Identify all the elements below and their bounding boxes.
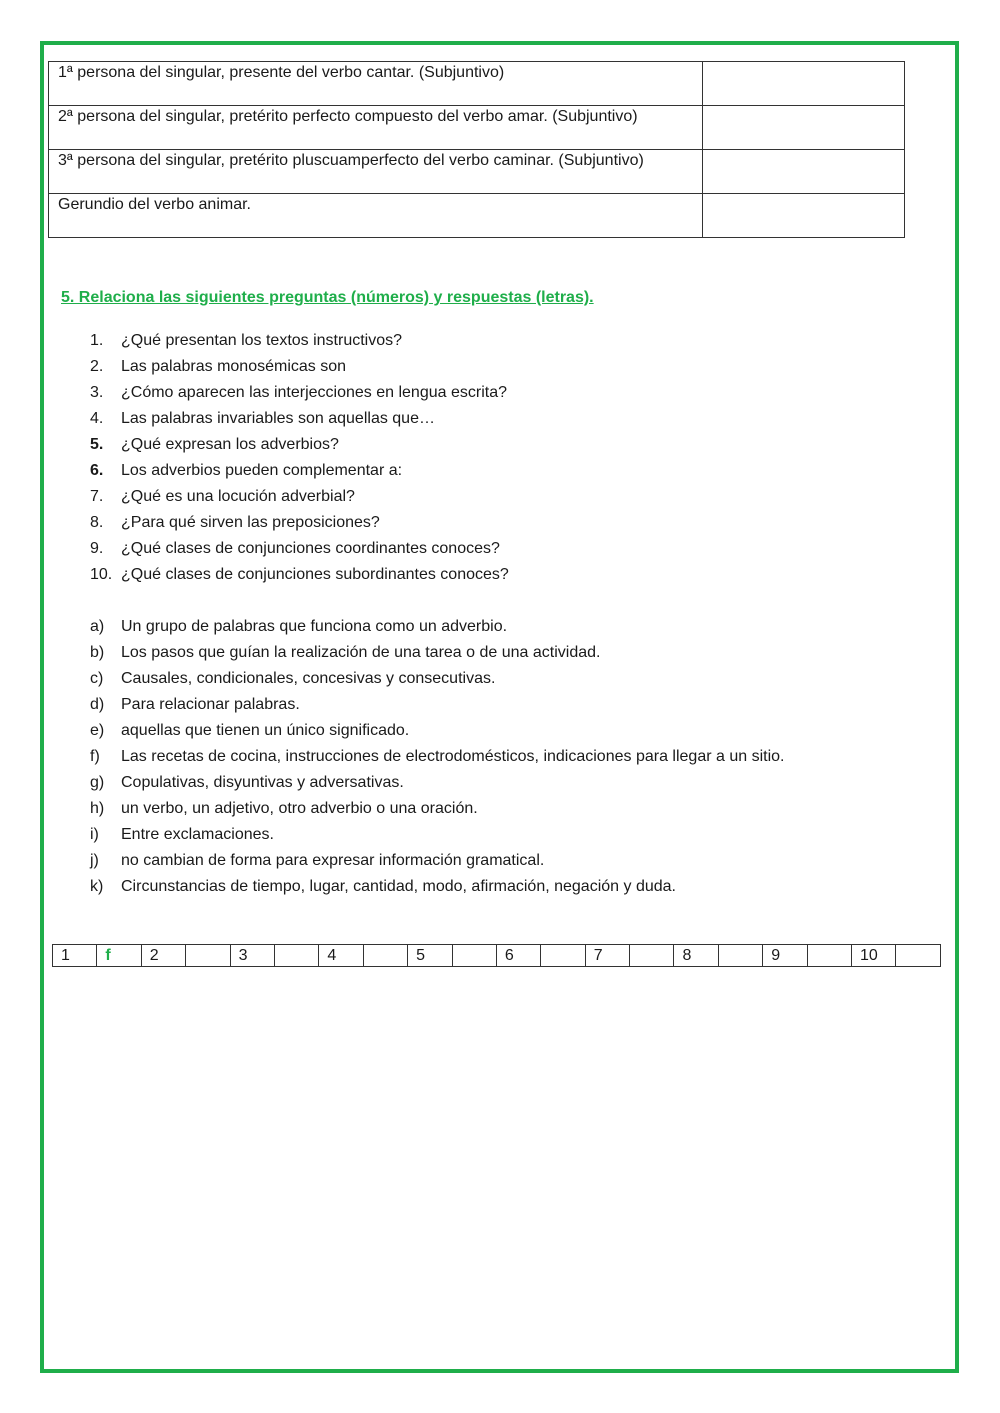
match-answer-cell[interactable]	[541, 945, 585, 967]
answer-text: Circunstancias de tiempo, lugar, cantidad, modo, afirmación, negación y duda.	[121, 878, 676, 895]
answer-text: no cambian de forma para expresar información gramatical.	[121, 852, 545, 869]
answer-letter: b)	[90, 644, 105, 661]
match-answer-cell[interactable]: f	[97, 945, 141, 967]
question-text: ¿Qué expresan los adverbios?	[121, 436, 339, 453]
answer-text: un verbo, un adjetivo, otro adverbio o una oración.	[121, 800, 478, 817]
section-title: 5. Relaciona las siguientes preguntas (números) y respuestas (letras).	[61, 289, 594, 306]
matching-grid	[52, 944, 941, 967]
table-row	[49, 106, 905, 150]
question-number: 10.	[90, 566, 113, 583]
match-number: 4	[319, 945, 363, 967]
answer-letter: k)	[90, 878, 104, 895]
answer-letter: c)	[90, 670, 104, 687]
question-number: 8.	[90, 514, 104, 531]
question-number: 5.	[90, 436, 104, 453]
question-number: 2.	[90, 358, 104, 375]
match-number: 3	[230, 945, 274, 967]
answer-letter: i)	[90, 826, 99, 843]
match-answer-cell[interactable]	[807, 945, 851, 967]
answer-letter: e)	[90, 722, 105, 739]
question-text: ¿Para qué sirven las preposiciones?	[121, 514, 380, 531]
conjugation-table	[48, 61, 905, 238]
conjugation-prompt: 2ª persona del singular, pretérito perfecto compuesto del verbo amar. (Subjuntivo)	[49, 106, 703, 150]
question-number: 7.	[90, 488, 104, 505]
match-number: 2	[141, 945, 185, 967]
match-number: 8	[674, 945, 718, 967]
match-number: 9	[763, 945, 807, 967]
answer-letter: a)	[90, 618, 105, 635]
match-answer-cell[interactable]	[186, 945, 230, 967]
match-answer-cell[interactable]	[896, 945, 941, 967]
answer-letter: j)	[90, 852, 99, 869]
table-row	[49, 62, 905, 106]
question-text: ¿Cómo aparecen las interjecciones en lengua escrita?	[121, 384, 507, 401]
match-answer-cell[interactable]	[718, 945, 762, 967]
question-number: 3.	[90, 384, 104, 401]
answer-text: Un grupo de palabras que funciona como un adverbio.	[121, 618, 508, 635]
question-number: 6.	[90, 462, 104, 479]
conjugation-prompt: 1ª persona del singular, presente del verbo cantar. (Subjuntivo)	[49, 62, 703, 106]
table-row	[53, 945, 941, 967]
answer-letter: g)	[90, 774, 105, 791]
match-number: 5	[408, 945, 452, 967]
conjugation-answer-cell[interactable]	[703, 150, 905, 194]
answer-text: Para relacionar palabras.	[121, 696, 300, 713]
conjugation-answer-cell[interactable]	[703, 106, 905, 150]
question-text: Los adverbios pueden complementar a:	[121, 462, 403, 479]
answer-text: aquellas que tienen un único significado.	[121, 722, 410, 739]
answer-text: Las recetas de cocina, instrucciones de electrodomésticos, indicaciones para llegar a un sitio.	[121, 748, 785, 765]
match-number: 6	[496, 945, 540, 967]
match-number: 7	[585, 945, 629, 967]
answer-letter: f)	[90, 748, 100, 765]
match-answer-cell[interactable]	[630, 945, 674, 967]
question-text: Las palabras invariables son aquellas que…	[121, 410, 435, 427]
answer-text: Entre exclamaciones.	[121, 826, 274, 843]
question-number: 4.	[90, 410, 104, 427]
answer-text: Causales, condicionales, concesivas y consecutivas.	[121, 670, 496, 687]
question-text: ¿Qué clases de conjunciones coordinantes conoces?	[121, 540, 500, 557]
conjugation-prompt: Gerundio del verbo animar.	[49, 194, 703, 238]
conjugation-prompt: 3ª persona del singular, pretérito pluscuamperfecto del verbo caminar. (Subjuntivo)	[49, 150, 703, 194]
conjugation-answer-cell[interactable]	[703, 194, 905, 238]
match-number: 1	[53, 945, 97, 967]
match-answer-cell[interactable]	[274, 945, 318, 967]
answer-letter: d)	[90, 696, 105, 713]
match-answer-cell[interactable]	[363, 945, 407, 967]
match-answer-cell[interactable]	[452, 945, 496, 967]
question-number: 1.	[90, 332, 104, 349]
table-row	[49, 150, 905, 194]
answer-text: Los pasos que guían la realización de una tarea o de una actividad.	[121, 644, 601, 661]
conjugation-answer-cell[interactable]	[703, 62, 905, 106]
question-text: ¿Qué clases de conjunciones subordinantes conoces?	[121, 566, 509, 583]
match-number: 10	[852, 945, 896, 967]
answer-letter: h)	[90, 800, 105, 817]
question-text: ¿Qué es una locución adverbial?	[121, 488, 355, 505]
question-number: 9.	[90, 540, 104, 557]
table-row	[49, 194, 905, 238]
question-text: Las palabras monosémicas son	[121, 358, 347, 375]
answer-text: Copulativas, disyuntivas y adversativas.	[121, 774, 404, 791]
question-text: ¿Qué presentan los textos instructivos?	[121, 332, 403, 349]
